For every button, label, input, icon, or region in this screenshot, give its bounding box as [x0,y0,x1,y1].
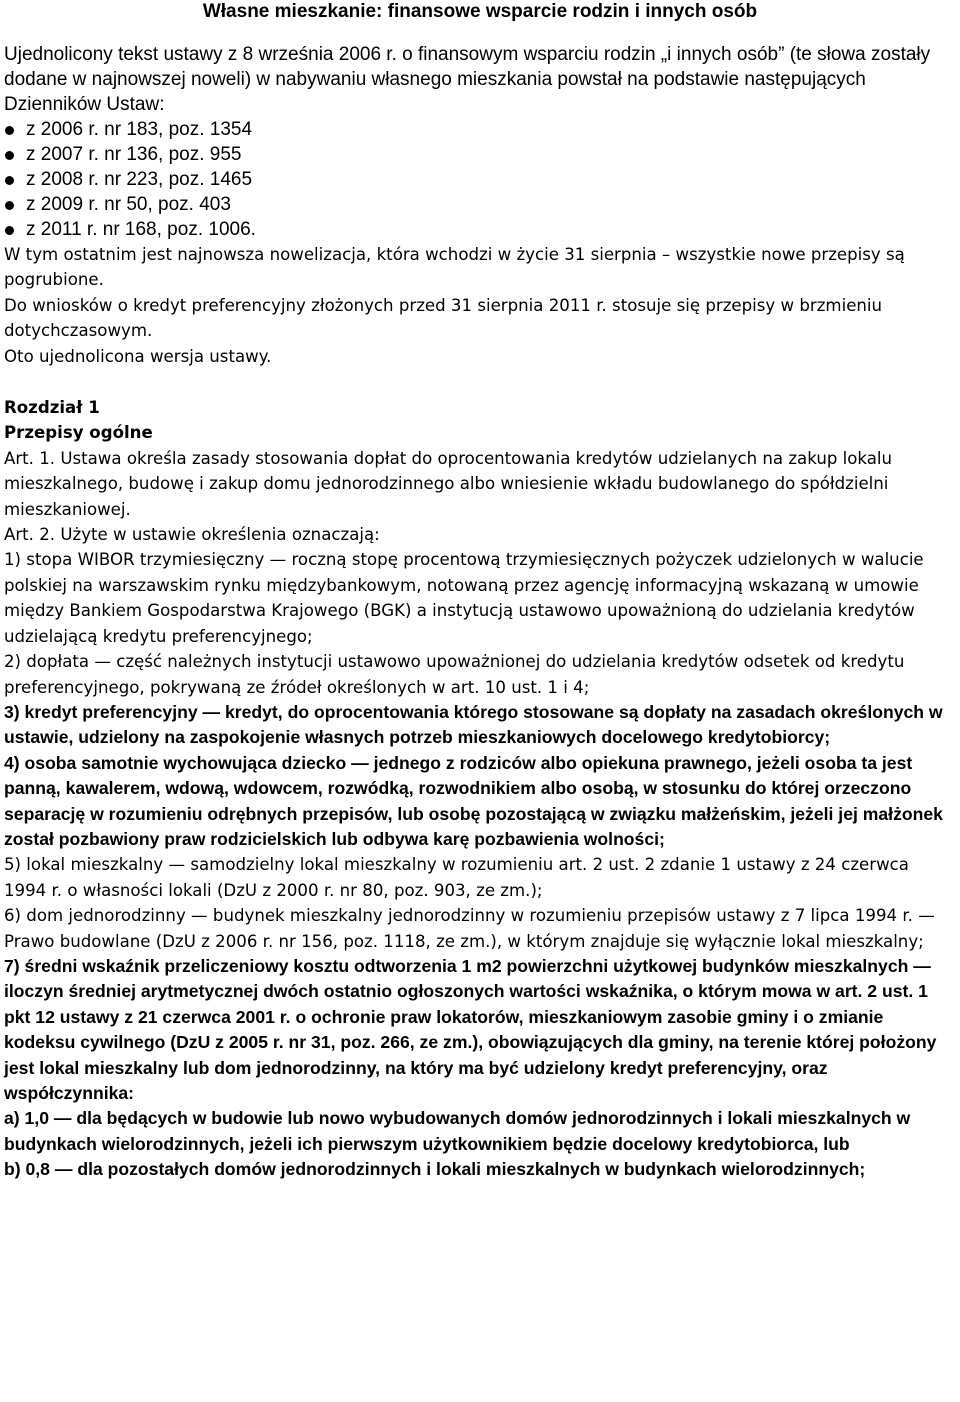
articles-section [4,446,954,700]
bullet-icon [5,201,14,210]
source-item [4,167,954,192]
note-paragraph: W tym ostatnim jest najnowsza nowelizacja, która wchodzi w życie 31 sierpnia – wszystkie nowe przepisy są pogrubione. [4,245,905,290]
source-item [4,192,954,217]
definition-7b: b) 0,8 — dla pozostałych domów jednorodzinnych i lokali mieszkalnych w budynkach wielorodzinnych; [4,1159,866,1180]
source-item-text: z 2007 r. nr 136, poz. 955 [26,144,242,165]
article-1: Art. 1. Ustawa określa zasady stosowania dopłat do oprocentowania kredytów udzielanych na zakup lokalu mieszkalnego, budowę i zakup domu jednorodzinnego albo wniesienie wkładu budowlanego do spółdzielni mieszkaniowej. [4,448,893,519]
definition-2: 2) dopłata — część należnych instytucji ustawowo upoważnionej do udzielania kredytów odsetek od kredytu preferencyjnego, pokrywaną ze źródeł określonych w art. 10 ust. 1 i 4; [4,652,905,697]
note-paragraph: Oto ujednolicona wersja ustawy. [4,346,272,366]
bold-definitions-b [4,954,954,1183]
definition-7a: a) 1,0 — dla będących w budowie lub nowo wybudowanych domów jednorodzinnych i lokali mieszkalnych w budynkach wielorodzinnych, jeżeli ich pierwszym użytkownikiem będzie docelowy kredytobiorca, lub [4,1108,911,1154]
source-item [4,117,954,142]
notes-section [4,242,954,369]
definition-7: 7) średni wskaźnik przeliczeniowy kosztu odtworzenia 1 m2 powierzchni użytkowej budynków mieszkalnych — iloczyn średniej arytmetycznej dwóch ostatnio ogłoszonych wartości wskaźnika, o którym mowa w art. 2 ust. 1 pkt 12 ustawy z 21 czerwca 2001 r. o ochronie praw lokatorów, mieszkaniowym zasobie gminy i o zmianie kodeksu cywilnego (DzU z 2005 r. nr 31, poz. 266, ze zm.), obowiązujących dla gminy, na terenie której położony jest lokal mieszkalny lub dom jednorodzinny, na który ma być udzielony kredyt preferencyjny, oraz współczynnika: [4,955,937,1103]
definition-5: 5) lokal mieszkalny — samodzielny lokal mieszkalny w rozumieniu art. 2 ust. 2 zdanie 1 ustawy z 24 czerwca 1994 r. o własności lokali (DzU z 2000 r. nr 80, poz. 903, ze zm.); [4,855,909,900]
document-title: Własne mieszkanie: finansowe wsparcie rodzin i innych osób [202,1,758,22]
source-item [4,217,954,242]
spacer [4,369,954,395]
article-2-intro: Art. 2. Użyte w ustawie określenia oznaczają: [4,525,380,545]
source-item [4,142,954,167]
document-page [4,0,954,1183]
definition-4: 4) osoba samotnie wychowująca dziecko — jednego z rodziców albo opiekuna prawnego, jeżeli osoba ta jest panną, kawalerem, wdową, wdowcem, rozwódką, rozwodnikiem albo osobą, w stosunku do której orzeczono separację w rozumieniu odrębnych przepisów, lub osobę pozostającą w związku małżeńskim, jeżeli jej małżonek został pozbawiony praw rodzicielskich lub odbywa karę pozbawienia wolności; [4,752,943,849]
definitions-regular [4,852,954,954]
bullet-icon [5,151,14,160]
chapter-title: Przepisy ogólne [4,423,153,443]
definition-6: 6) dom jednorodzinny — budynek mieszkalny jednorodzinny w rozumieniu przepisów ustawy z 7 lipca 1994 r. — Prawo budowlane (DzU z 2006 r. nr 156, poz. 1118, ze zm.), w którym znajduje się wyłącznie lokal mieszkalny; [4,906,935,951]
intro-paragraph: Ujednolicony tekst ustawy z 8 września 2006 r. o finansowym wsparciu rodzin „i innych osób” (te słowa zostały dodane w najnowszej noweli) w nabywaniu własnego mieszkania powstał na podstawie następujących Dzienników Ustaw: [4,44,931,115]
chapter-number: Rozdział 1 [4,398,100,418]
source-item-text: z 2008 r. nr 223, poz. 1465 [26,169,253,190]
note-paragraph: Do wniosków o kredyt preferencyjny złożonych przed 31 sierpnia 2011 r. stosuje się przepisy w brzmieniu dotychczasowym. [4,295,883,341]
source-item-text: z 2009 r. nr 50, poz. 403 [26,194,231,215]
intro-section [4,42,954,242]
source-item-text: z 2011 r. nr 168, poz. 1006. [26,219,256,240]
bold-definitions-a [4,700,954,852]
source-item-text: z 2006 r. nr 183, poz. 1354 [26,119,253,140]
bullet-icon [5,226,14,235]
bullet-icon [5,176,14,185]
definition-3: 3) kredyt preferencyjny — kredyt, do oprocentowania którego stosowane są dopłaty na zasadach określonych w ustawie, udzielony na zaspokojenie własnych potrzeb mieszkaniowych docelowego kredytobiorcy; [4,701,943,748]
definition-1: 1) stopa WIBOR trzymiesięczny — roczną stopę procentową trzymiesięcznych pożyczek udzielonych w walucie polskiej na warszawskim rynku międzybankowym, notowaną przez agencję informacyjną wskazaną w umowie między Bankiem Gospodarstwa Krajowego (BGK) a instytucją ustawowo upoważnioną do udzielania kredytów udzielającą kredytu preferencyjnego; [4,550,924,646]
source-list [4,117,954,242]
bullet-icon [5,126,14,135]
